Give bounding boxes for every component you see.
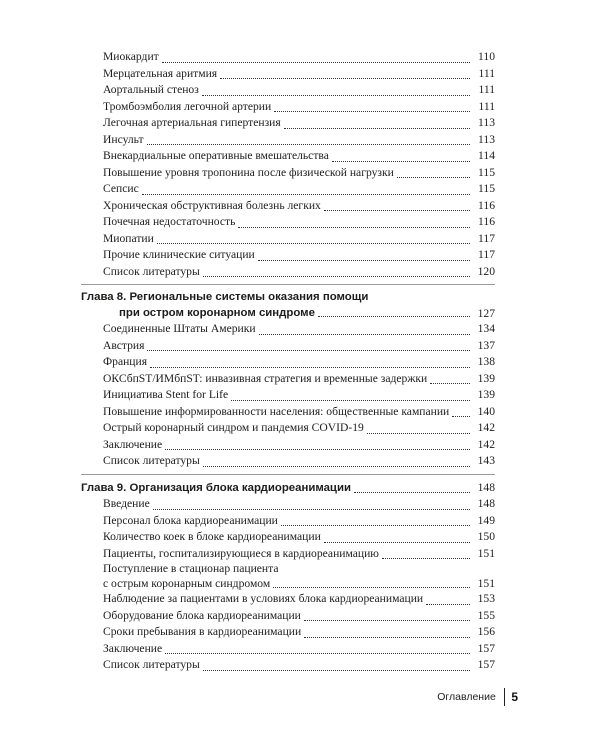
leader-dots [430,381,470,384]
leader-dots [147,142,470,145]
toc-entry-title: Прочие клинические ситуации [103,248,255,261]
leader-dots [274,109,470,112]
leader-dots [397,175,470,178]
footer-label: Оглавление [437,691,496,703]
toc-entry-page: 143 [477,454,495,467]
toc-entry-page: 115 [478,165,495,179]
toc-entry[interactable] [81,247,495,264]
toc-entry[interactable] [81,181,495,198]
toc-entry-page: 157 [477,658,495,671]
toc-entry-page: 111 [478,99,495,113]
toc-entry[interactable] [81,546,495,563]
leader-dots [258,258,470,261]
toc-entry-title: Острый коронарный синдром и пандемия COVID-19 [103,421,364,434]
toc-entry-title: Список литературы [103,454,200,467]
leader-dots [202,93,470,96]
toc-entry-page: 116 [478,215,495,228]
toc-entry-page: 139 [477,371,495,385]
toc-entry[interactable] [81,66,495,83]
toc-entry-title: Инициатива Stent for Life [103,388,229,401]
leader-dots [203,274,470,277]
leader-dots [142,192,470,195]
toc-entry[interactable] [81,338,495,355]
toc-entry[interactable] [81,641,495,658]
toc-section-chapter9-a [81,496,495,562]
footer-separator [504,688,506,706]
toc-entry-title: Сепсис [103,182,139,195]
toc-entry-title: Повышение информированности населения: общественные кампании [103,404,450,418]
leader-dots [203,668,470,671]
toc-section-chapter9-b [81,591,495,674]
page-number: 5 [511,690,518,704]
toc-entry-page: 139 [477,388,495,401]
section-divider [81,284,495,285]
chapter-8-title-line1: Глава 8. Региональные системы оказания помощи [81,291,369,303]
chapter-8-page: 127 [477,307,495,320]
toc-entry[interactable] [81,387,495,404]
toc-entry-title: Тромбоэмболия легочной артерии [103,99,272,113]
toc-entry[interactable] [81,591,495,608]
toc-entry-title: Почечная недостаточность [103,215,236,228]
toc-entry-title: Сроки пребывания в кардиореанимации [103,625,302,638]
leader-dots [203,464,470,467]
toc-entry[interactable] [81,115,495,132]
leader-dots [153,507,470,510]
toc-entry-title: Персонал блока кардиореанимации [103,513,278,527]
toc-entry[interactable] [81,99,495,116]
toc-entry-title: Оборудование блока кардиореанимации [103,608,301,622]
toc-entry[interactable] [81,453,495,470]
leader-dots [150,365,470,368]
toc-entry-title: Миокардит [103,50,159,63]
page-footer [437,688,518,706]
toc-entry-title: Введение [103,497,150,510]
toc-entry[interactable] [81,437,495,454]
toc-entry-title: Пациенты, госпитализирующиеся в кардиореанимацию [103,546,379,560]
toc-entry-page: 117 [478,231,495,245]
toc-entry[interactable] [81,608,495,625]
toc-entry-title: Франция [103,355,148,368]
toc-entry-page: 153 [477,592,495,605]
toc-entry[interactable] [81,132,495,149]
toc-entry-page: 138 [477,355,495,368]
leader-dots [354,490,470,493]
toc-entry-page: 140 [477,404,495,418]
chapter-8-title-line2: при остром коронарном синдроме [119,307,315,319]
entry-title-line1: Поступление в стационар пациента [103,562,279,575]
entry-page: 151 [477,577,495,590]
toc-chapter-9[interactable] [81,480,495,497]
toc-entry-page: 113 [478,132,495,146]
leader-dots [165,651,470,654]
toc-entry[interactable] [81,214,495,231]
toc-entry-title: Повышение уровня тропонина после физической нагрузки [103,165,394,179]
toc-entry-page: 137 [477,338,495,352]
leader-dots [147,348,470,351]
toc-entry-page: 111 [478,66,495,80]
leader-dots [259,332,470,335]
toc-entry-title: Аортальный стеноз [103,83,199,96]
leader-dots [367,431,470,434]
toc-chapter-8[interactable] [81,290,495,321]
toc-section-chapter8 [81,321,495,470]
leader-dots [284,126,470,129]
leader-dots [238,225,470,228]
toc-entry-page: 120 [477,264,495,278]
leader-dots [162,60,470,63]
leader-dots [426,602,470,605]
leader-dots [220,76,470,79]
leader-dots [304,618,470,621]
toc-entry-page: 115 [478,182,495,195]
toc-entry-title: Мерцательная аритмия [103,66,218,80]
toc-entry-page: 142 [477,437,495,451]
leader-dots [382,556,470,559]
toc-entry-title: ОКСбпST/ИМбпST: инвазивная стратегия и временные задержки [103,371,428,385]
toc-entry-title: Австрия [103,338,145,352]
leader-dots [273,585,470,588]
toc-entry-page: 114 [478,149,495,162]
toc-entry-page: 157 [477,641,495,655]
entry-title-line2: с острым коронарным синдромом [103,577,271,590]
toc-entry[interactable] [81,354,495,371]
leader-dots [324,208,470,211]
toc-entry[interactable] [81,513,495,530]
chapter-9-title: Глава 9. Организация блока кардиореанимации [81,481,351,494]
toc-entry-page: 151 [477,546,495,560]
toc-entry-page: 116 [478,198,495,212]
leader-dots [165,447,470,450]
chapter-9-page: 148 [477,480,495,494]
leader-dots [332,159,470,162]
leader-dots [231,398,470,401]
toc-entry[interactable] [81,264,495,281]
toc-entry-page: 113 [478,116,495,129]
toc-entry-two-line[interactable] [81,562,495,591]
toc-entry-page: 155 [477,608,495,622]
toc-entry[interactable] [81,165,495,182]
toc-entry-page: 150 [477,530,495,543]
toc-entry-page: 156 [477,625,495,638]
toc-entry-title: Список литературы [103,658,200,671]
toc-entry[interactable] [81,624,495,641]
toc-entry[interactable] [81,49,495,66]
leader-dots [157,241,470,244]
leader-dots [304,635,470,638]
leader-dots [318,314,470,317]
toc-entry[interactable] [81,321,495,338]
toc-section-chapter7-continued [81,49,495,280]
toc-entry-page: 134 [477,322,495,335]
toc-entry-title: Заключение [103,641,163,655]
toc-entry-page: 148 [477,497,495,510]
toc-entry-title: Заключение [103,437,163,451]
toc-entry[interactable] [81,82,495,99]
leader-dots [452,414,470,417]
toc-entry[interactable] [81,371,495,388]
toc-entry-title: Хроническая обструктивная болезнь легких [103,198,321,212]
toc-entry-title: Список литературы [103,264,200,278]
leader-dots [281,523,470,526]
toc-entry-title: Инсульт [103,132,144,146]
toc-entry-title: Легочная артериальная гипертензия [103,116,281,129]
toc-entry-title: Количество коек в блоке кардиореанимации [103,530,321,543]
table-of-contents [81,49,495,674]
leader-dots [324,540,470,543]
toc-entry-page: 142 [477,421,495,434]
toc-entry[interactable] [81,404,495,421]
toc-entry-page: 111 [478,83,495,96]
toc-entry-title: Внекардиальные оперативные вмешательства [103,149,329,162]
toc-entry-title: Соединенные Штаты Америки [103,322,256,335]
section-divider [81,474,495,475]
toc-entry-title: Наблюдение за пациентами в условиях блока кардиореанимации [103,592,424,605]
toc-entry[interactable] [81,657,495,674]
toc-entry[interactable] [81,148,495,165]
toc-entry[interactable] [81,496,495,513]
toc-entry-page: 117 [478,248,495,261]
toc-entry-page: 149 [477,513,495,527]
toc-entry[interactable] [81,420,495,437]
toc-entry[interactable] [81,198,495,215]
toc-entry[interactable] [81,231,495,248]
toc-entry-title: Миопатии [103,231,154,245]
toc-entry[interactable] [81,529,495,546]
toc-entry-page: 110 [478,50,495,63]
